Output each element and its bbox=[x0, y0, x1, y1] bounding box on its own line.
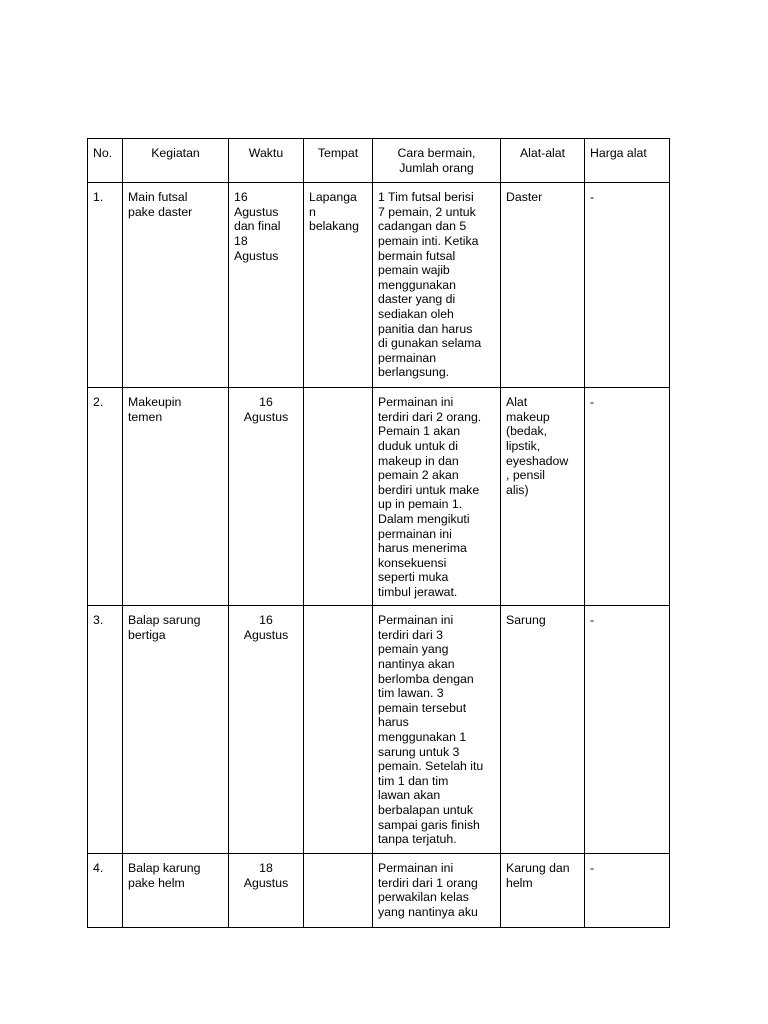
cell-waktu: 16 Agustus bbox=[229, 388, 304, 606]
cell-tempat: Lapanga n belakang bbox=[304, 183, 373, 388]
cell-harga: - bbox=[585, 606, 670, 854]
table-row bbox=[88, 854, 670, 928]
cell-harga: - bbox=[585, 388, 670, 606]
table-header-row bbox=[88, 139, 670, 183]
header-no: No. bbox=[88, 139, 123, 183]
cell-harga: - bbox=[585, 854, 670, 928]
table-row bbox=[88, 388, 670, 606]
cell-no: 1. bbox=[88, 183, 123, 388]
cell-kegiatan: Balap sarung bertiga bbox=[123, 606, 229, 854]
cell-tempat bbox=[304, 606, 373, 854]
header-alat: Alat-alat bbox=[501, 139, 585, 183]
header-cara-bermain: Cara bermain, Jumlah orang bbox=[373, 139, 501, 183]
table-row bbox=[88, 606, 670, 854]
cell-tempat bbox=[304, 854, 373, 928]
cell-no: 4. bbox=[88, 854, 123, 928]
cell-harga: - bbox=[585, 183, 670, 388]
cell-alat: Karung dan helm bbox=[501, 854, 585, 928]
header-waktu: Waktu bbox=[229, 139, 304, 183]
cell-cara-bermain: 1 Tim futsal berisi 7 pemain, 2 untuk cadangan dan 5 pemain inti. Ketika bermain futsal pemain wajib menggunakan daster yang di sediakan oleh panitia dan harus di gunakan selama permainan berlangsung. bbox=[373, 183, 501, 388]
cell-waktu: 16 Agustus bbox=[229, 606, 304, 854]
cell-alat: Daster bbox=[501, 183, 585, 388]
activity-table bbox=[87, 138, 670, 928]
cell-kegiatan: Main futsal pake daster bbox=[123, 183, 229, 388]
header-kegiatan: Kegiatan bbox=[123, 139, 229, 183]
cell-no: 3. bbox=[88, 606, 123, 854]
cell-cara-bermain: Permainan ini terdiri dari 2 orang. Pemain 1 akan duduk untuk di makeup in dan pemain 2 akan berdiri untuk make up in pemain 1. Dalam mengikuti permainan ini harus menerima konsekuensi seperti muka timbul jerawat. bbox=[373, 388, 501, 606]
cell-alat: Alat makeup (bedak, lipstik, eyeshadow , pensil alis) bbox=[501, 388, 585, 606]
cell-cara-bermain: Permainan ini terdiri dari 3 pemain yang nantinya akan berlomba dengan tim lawan. 3 pemain tersebut harus menggunakan 1 sarung untuk 3 pemain. Setelah itu tim 1 dan tim lawan akan berbalapan untuk sampai garis finish tanpa terjatuh. bbox=[373, 606, 501, 854]
table-row bbox=[88, 183, 670, 388]
cell-kegiatan: Balap karung pake helm bbox=[123, 854, 229, 928]
cell-cara-bermain: Permainan ini terdiri dari 1 orang perwakilan kelas yang nantinya aku bbox=[373, 854, 501, 928]
cell-alat: Sarung bbox=[501, 606, 585, 854]
cell-no: 2. bbox=[88, 388, 123, 606]
cell-tempat bbox=[304, 388, 373, 606]
cell-kegiatan: Makeupin temen bbox=[123, 388, 229, 606]
header-harga: Harga alat bbox=[585, 139, 670, 183]
cell-waktu: 16 Agustus dan final 18 Agustus bbox=[229, 183, 304, 388]
cell-waktu: 18 Agustus bbox=[229, 854, 304, 928]
header-tempat: Tempat bbox=[304, 139, 373, 183]
